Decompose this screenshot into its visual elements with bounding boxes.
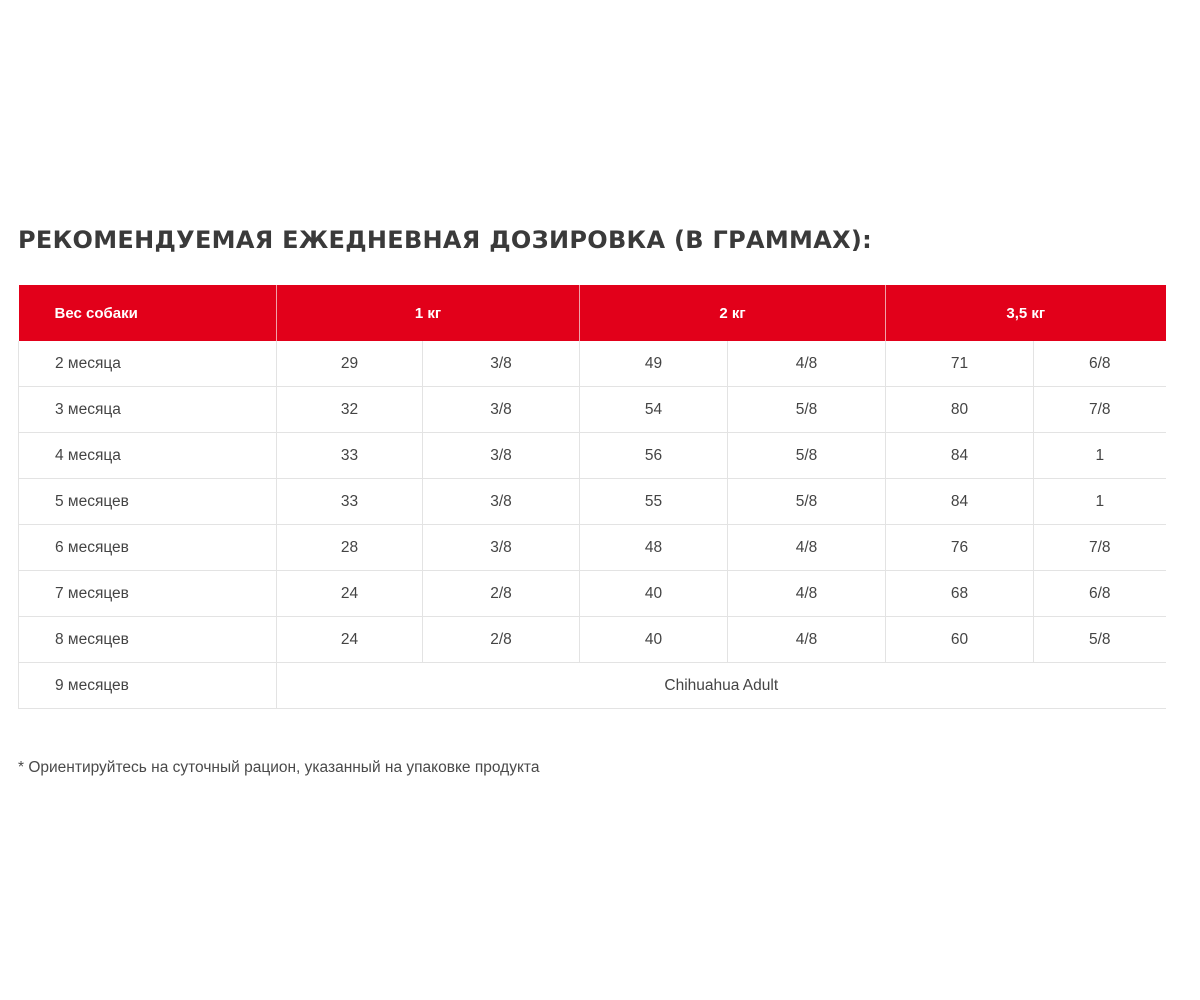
- table-row: [19, 387, 1166, 433]
- cell-cups-2kg: 5/8: [728, 387, 886, 433]
- cell-cups-1kg: 3/8: [423, 433, 580, 479]
- cell-grams-1kg: 33: [277, 479, 423, 525]
- table-row: [19, 341, 1166, 387]
- cell-grams-3-5kg: 84: [886, 479, 1034, 525]
- cell-grams-3-5kg: 80: [886, 387, 1034, 433]
- cell-grams-2kg: 49: [580, 341, 728, 387]
- cell-grams-3-5kg: 76: [886, 525, 1034, 571]
- cell-cups-2kg: 4/8: [728, 525, 886, 571]
- row-age-label: 4 месяца: [19, 433, 277, 479]
- cell-cups-3-5kg: 6/8: [1034, 571, 1166, 617]
- cell-cups-2kg: 4/8: [728, 571, 886, 617]
- cell-grams-3-5kg: 68: [886, 571, 1034, 617]
- cell-grams-1kg: 24: [277, 571, 423, 617]
- row-age-label: 5 месяцев: [19, 479, 277, 525]
- cell-cups-2kg: 5/8: [728, 433, 886, 479]
- row-age-label: 9 месяцев: [19, 663, 277, 709]
- row-age-label: 3 месяца: [19, 387, 277, 433]
- cell-cups-2kg: 4/8: [728, 617, 886, 663]
- cell-cups-3-5kg: 7/8: [1034, 525, 1166, 571]
- cell-cups-1kg: 2/8: [423, 617, 580, 663]
- cell-cups-1kg: 3/8: [423, 341, 580, 387]
- cell-grams-1kg: 29: [277, 341, 423, 387]
- header-dog-weight: Вес собаки: [19, 285, 277, 341]
- cell-cups-3-5kg: 1: [1034, 433, 1166, 479]
- cell-grams-3-5kg: 60: [886, 617, 1034, 663]
- cell-cups-1kg: 3/8: [423, 387, 580, 433]
- cell-adult-food-note: Chihuahua Adult: [277, 663, 1166, 709]
- header-weight-3-5kg: 3,5 кг: [886, 285, 1166, 341]
- row-age-label: 6 месяцев: [19, 525, 277, 571]
- cell-cups-3-5kg: 5/8: [1034, 617, 1166, 663]
- cell-cups-2kg: 5/8: [728, 479, 886, 525]
- table-row: [19, 617, 1166, 663]
- page-title: РЕКОМЕНДУЕМАЯ ЕЖЕДНЕВНАЯ ДОЗИРОВКА (В ГРАММАХ):: [18, 226, 873, 254]
- cell-grams-1kg: 28: [277, 525, 423, 571]
- cell-grams-2kg: 40: [580, 617, 728, 663]
- dosage-table: [18, 285, 1166, 709]
- cell-grams-1kg: 24: [277, 617, 423, 663]
- cell-grams-3-5kg: 71: [886, 341, 1034, 387]
- cell-grams-2kg: 54: [580, 387, 728, 433]
- footnote: * Ориентируйтесь на суточный рацион, указанный на упаковке продукта: [18, 759, 540, 776]
- cell-grams-2kg: 40: [580, 571, 728, 617]
- cell-cups-3-5kg: 6/8: [1034, 341, 1166, 387]
- cell-cups-2kg: 4/8: [728, 341, 886, 387]
- table-row: [19, 663, 1166, 709]
- cell-cups-3-5kg: 1: [1034, 479, 1166, 525]
- table-row: [19, 525, 1166, 571]
- row-age-label: 7 месяцев: [19, 571, 277, 617]
- row-age-label: 8 месяцев: [19, 617, 277, 663]
- cell-cups-1kg: 2/8: [423, 571, 580, 617]
- header-weight-1kg: 1 кг: [277, 285, 580, 341]
- cell-cups-1kg: 3/8: [423, 525, 580, 571]
- cell-grams-1kg: 32: [277, 387, 423, 433]
- cell-grams-2kg: 56: [580, 433, 728, 479]
- table-header-row: [19, 285, 1166, 341]
- table-row: [19, 433, 1166, 479]
- cell-grams-3-5kg: 84: [886, 433, 1034, 479]
- row-age-label: 2 месяца: [19, 341, 277, 387]
- cell-cups-1kg: 3/8: [423, 479, 580, 525]
- table-row: [19, 479, 1166, 525]
- cell-cups-3-5kg: 7/8: [1034, 387, 1166, 433]
- table-row: [19, 571, 1166, 617]
- header-weight-2kg: 2 кг: [580, 285, 886, 341]
- cell-grams-1kg: 33: [277, 433, 423, 479]
- cell-grams-2kg: 48: [580, 525, 728, 571]
- cell-grams-2kg: 55: [580, 479, 728, 525]
